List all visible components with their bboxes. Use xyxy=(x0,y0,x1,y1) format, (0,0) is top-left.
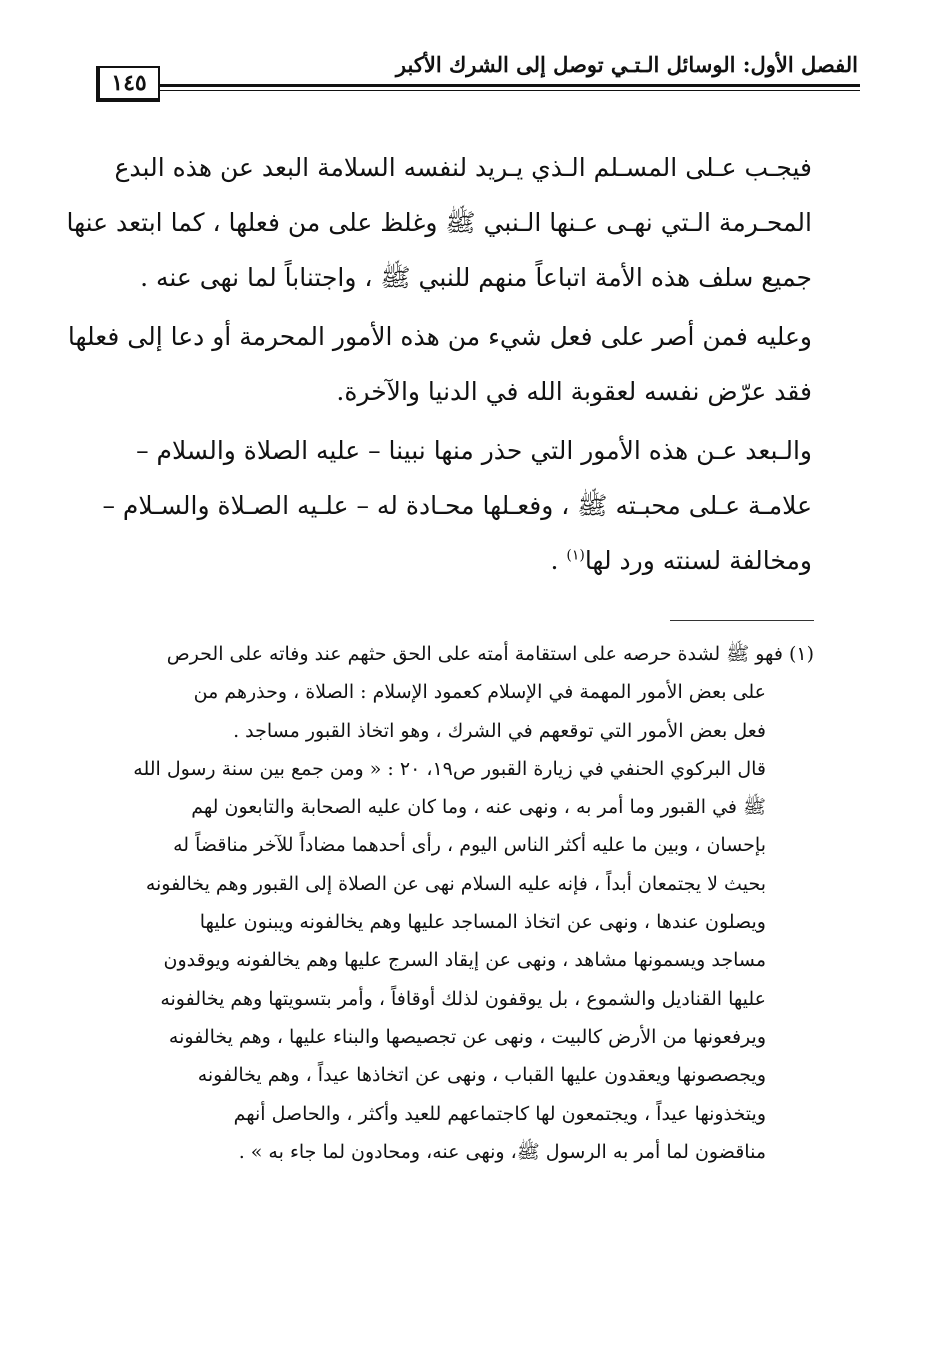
main-text xyxy=(66,140,812,592)
footnote xyxy=(96,635,814,1171)
paragraph-1 xyxy=(66,140,812,305)
footnote-line: فعل بعض الأمور التي توقعهم في الشرك ، وهو اتخاذ القبور مساجد . xyxy=(233,719,766,742)
text-line: جميع سلف هذه الأمة اتباعاً منهم للنبي ﷺ ، واجتناباً لما نهى عنه . xyxy=(140,263,812,292)
footnote-line: مساجد ويسمونها مشاهد ، ونهى عن إيقاد السرج عليها وهم يخالفونه ويوقدون xyxy=(163,949,766,972)
text-line: فيجـب عـلى المسـلم الـذي يـريد لنفسه السلامة البعد عن هذه البدع xyxy=(114,153,812,182)
chapter-header-title: الفصل الأول: الوسائل الـتـي توصل إلى الشرك الأكبر xyxy=(395,52,858,77)
text-line: وعليه فمن أصر على فعل شيء من هذه الأمور المحرمة أو دعا إلى فعلها xyxy=(67,322,812,351)
footnote-line: بحيث لا يجتمعان أبداً ، فإنه عليه السلام نهى عن الصلاة إلى القبور وهم يخالفونه xyxy=(145,872,766,895)
footnote-line: (١) فهو ﷺ لشدة حرصه على استقامة أمته على الحق حثهم عند وفاته على الحرص xyxy=(166,643,814,665)
footnote-line: بإحسان ، وبين ما عليه أكثر الناس اليوم ، رأى أحدهما مضاداً للآخر مناقضاً له xyxy=(173,834,766,857)
text-line: المحـرمة الـتي نهـى عـنها الـنبي ﷺ وغلظ على من فعلها ، كما ابتعد عنها xyxy=(66,208,812,237)
footnote-line: قال البركوي الحنفي في زيارة القبور ص١٩، ٢٠ : « ومن جمع بين سنة رسول الله xyxy=(133,757,766,780)
footnote-line: ويتخذونها عيداً ، ويجتمعون لها كاجتماعهم للعيد وأكثر ، والحاصل أنهم xyxy=(233,1102,766,1125)
paragraph-2 xyxy=(67,309,812,419)
footnote-line: مناقضون لما أمر به الرسول ﷺ، ونهى عنه، ومحادون لما جاء به » . xyxy=(238,1140,766,1163)
footnote-line: على بعض الأمور المهمة في الإسلام كعمود الإسلام : الصلاة ، وحذرهم من xyxy=(193,681,766,704)
paragraph-3 xyxy=(96,423,812,588)
footnote-line: ﷺ في القبور وما أمر به ، ونهى عنه ، وما كان عليه الصحابة والتابعون لهم xyxy=(191,796,766,819)
page-number: ١٤٥ xyxy=(96,66,160,102)
header-rule xyxy=(158,84,860,87)
text-line-last xyxy=(96,533,812,588)
footnote-reference[interactable]: (١) xyxy=(566,547,585,564)
text-line: والـبعد عـن هذه الأمور التي حذر منها نبينا – عليه الصلاة والسلام – xyxy=(136,436,812,465)
text-line: علامـة عـلى محبـته ﷺ ، وفعـلها محـادة له – علـيه الصـلاة والسـلام – xyxy=(102,491,812,520)
text-fragment-end: . xyxy=(550,546,567,575)
footnote-line: ويجصصونها ويعقدون عليها القباب ، ونهى عن اتخاذها عيداً ، وهم يخالفونه xyxy=(197,1064,766,1087)
text-fragment: ومخالفة لسنته ورد لها xyxy=(584,546,812,575)
footnote-line: ويرفعونها من الأرض كالبيت ، ونهى عن تجصيصها والبناء عليها ، وهم يخالفونه xyxy=(168,1025,766,1048)
footnote-line: ويصلون عندها ، ونهى عن اتخاذ المساجد عليها وهم يخالفونه ويبنون عليها xyxy=(199,911,766,934)
text-line: فقد عرّض نفسه لعقوبة الله في الدنيا والآخرة. xyxy=(336,377,812,406)
footnote-separator xyxy=(670,620,814,621)
footnote-line: عليها القناديل والشموع ، بل يوقفون لذلك أوقافاً ، وأمر بتسويتها وهم يخالفونه xyxy=(160,987,766,1010)
header-rule-thin xyxy=(158,90,860,91)
